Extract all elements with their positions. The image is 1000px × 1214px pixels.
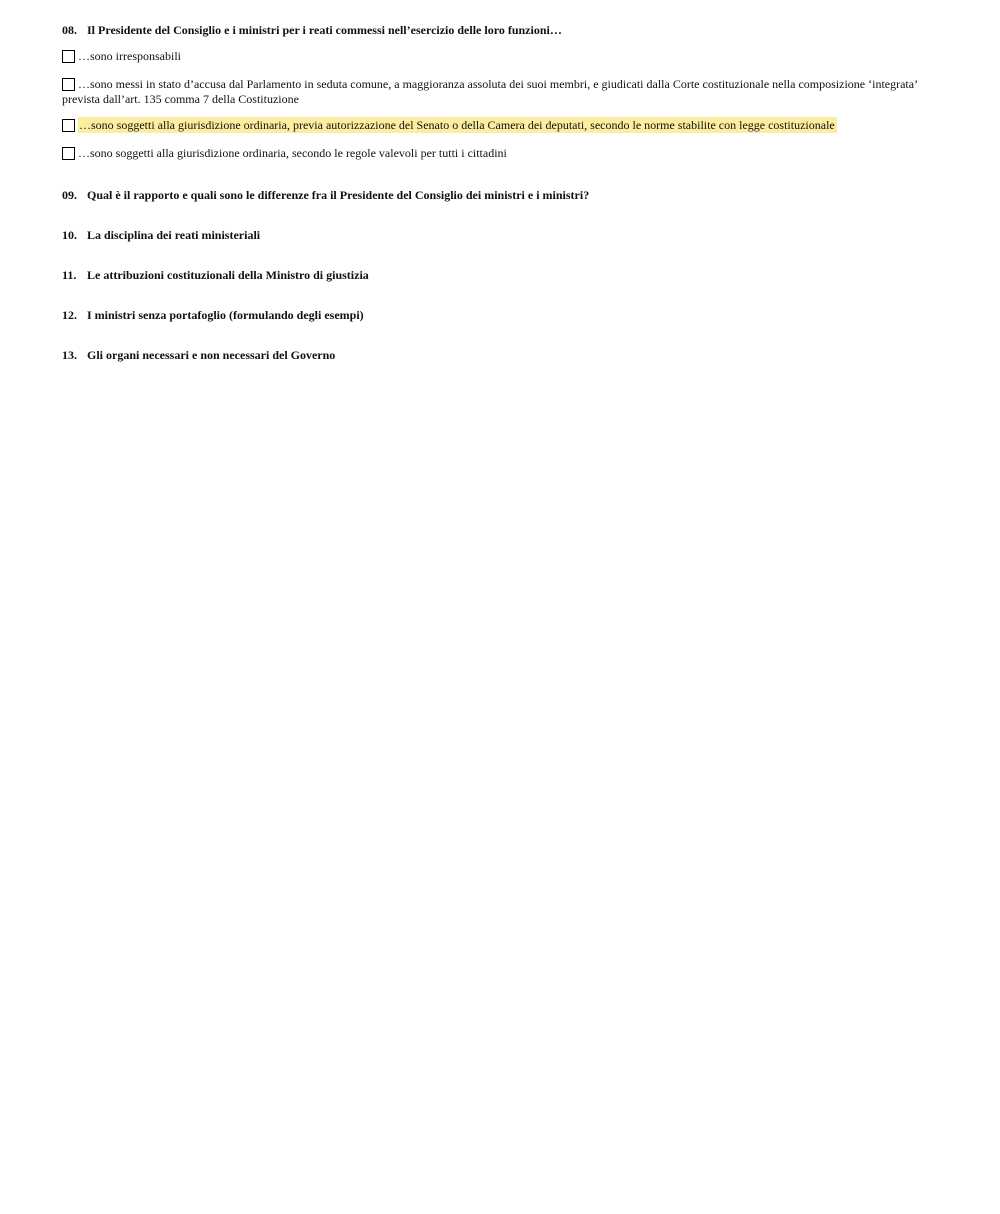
- answer-option-1: [62, 49, 932, 64]
- answer-checkbox[interactable]: [62, 119, 75, 132]
- question-10-heading: [62, 228, 260, 243]
- answer-option-3: [62, 118, 932, 133]
- answer-option-text-highlighted: …sono soggetti alla giurisdizione ordinaria, previa autorizzazione del Senato o della Camera dei deputati, secondo le norme stabilite con legge costituzionale: [79, 118, 835, 132]
- question-text: Le attribuzioni costituzionali della Ministro di giustizia: [87, 268, 369, 282]
- question-text: Gli organi necessari e non necessari del Governo: [87, 348, 336, 362]
- question-number: 10.: [62, 228, 77, 242]
- question-08-heading: [62, 23, 562, 38]
- question-09-heading: [62, 188, 589, 203]
- question-number: 08.: [62, 23, 77, 37]
- answer-option-text: …sono messi in stato d’accusa dal Parlamento in seduta comune, a maggioranza assoluta dei suoi membri, e giudicati dalla Corte costituzionale nella composizione ‘integrata’ prevista dall’art. 135 comma 7 della Costituzione: [62, 77, 918, 106]
- question-12-heading: [62, 308, 364, 323]
- question-number: 12.: [62, 308, 77, 322]
- question-13-heading: [62, 348, 335, 363]
- answer-checkbox[interactable]: [62, 147, 75, 160]
- answer-checkbox[interactable]: [62, 78, 75, 91]
- answer-option-text: …sono irresponsabili: [78, 49, 181, 63]
- answer-option-4: [62, 146, 932, 161]
- question-text: La disciplina dei reati ministeriali: [87, 228, 261, 242]
- question-number: 11.: [62, 268, 77, 282]
- question-text: Il Presidente del Consiglio e i ministri per i reati commessi nell’esercizio delle loro funzioni…: [87, 23, 562, 37]
- question-text: I ministri senza portafoglio (formulando degli esempi): [87, 308, 364, 322]
- answer-option-text: …sono soggetti alla giurisdizione ordinaria, secondo le regole valevoli per tutti i cittadini: [78, 146, 507, 160]
- question-11-heading: [62, 268, 369, 283]
- question-number: 09.: [62, 188, 77, 202]
- answer-option-2: [62, 77, 932, 107]
- answer-checkbox[interactable]: [62, 50, 75, 63]
- question-number: 13.: [62, 348, 77, 362]
- question-text: Qual è il rapporto e quali sono le differenze fra il Presidente del Consiglio dei ministri e i ministri?: [87, 188, 590, 202]
